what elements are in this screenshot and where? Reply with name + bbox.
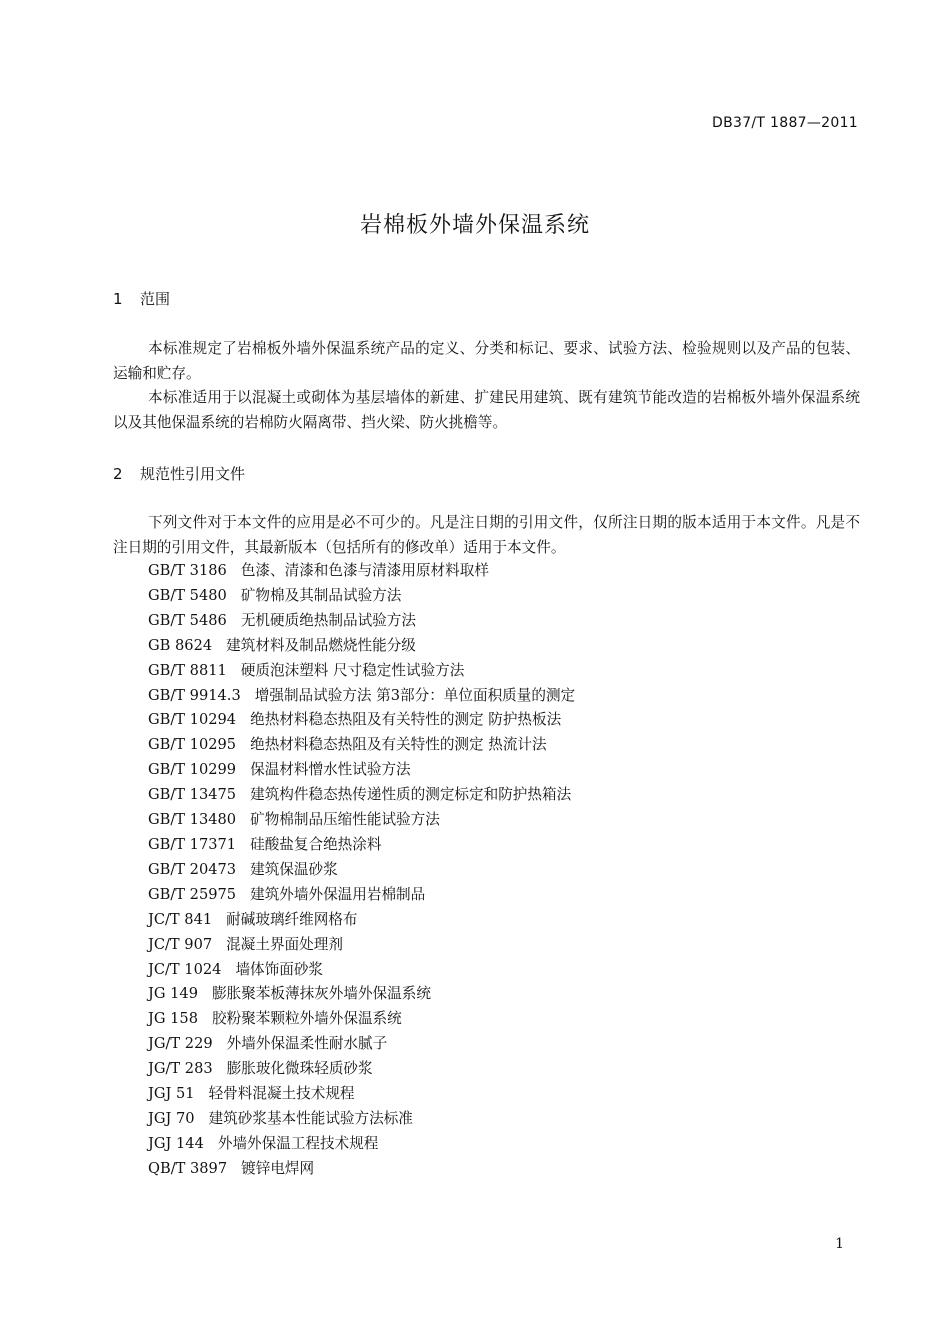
reference-item bbox=[148, 1032, 575, 1057]
reference-item bbox=[148, 584, 575, 609]
section-2-heading bbox=[113, 463, 245, 484]
reference-title: 建筑构件稳态热传递性质的测定标定和防护热箱法 bbox=[250, 786, 572, 804]
reference-code: GB 8624 bbox=[148, 636, 213, 654]
reference-code: GB/T 3186 bbox=[148, 562, 227, 579]
reference-code: GB/T 10295 bbox=[148, 736, 237, 754]
reference-list bbox=[148, 559, 575, 1182]
reference-code: GB/T 13475 bbox=[148, 786, 237, 804]
reference-title: 保温材料憎水性试验方法 bbox=[250, 761, 411, 779]
reference-title: 墙体饰面砂浆 bbox=[235, 960, 324, 978]
reference-code: GB/T 9914.3 bbox=[148, 686, 241, 704]
reference-code: GB/T 8811 bbox=[148, 661, 227, 679]
reference-code: GB/T 10294 bbox=[148, 711, 237, 729]
reference-title: 外墙外保温工程技术规程 bbox=[217, 1134, 379, 1152]
reference-item bbox=[148, 634, 575, 659]
reference-code: JG 149 bbox=[148, 985, 199, 1003]
references-intro: 下列文件对于本文件的应用是必不可少的。凡是注日期的引用文件，仅所注日期的版本适用于本文件。凡是不注日期的引用文件，其最新版本（包括所有的修改单）适用于本文件。 bbox=[113, 514, 860, 556]
reference-item bbox=[148, 808, 575, 833]
reference-item bbox=[148, 659, 575, 684]
reference-code: JG 158 bbox=[148, 1010, 199, 1028]
reference-title: 增强制品试验方法 第3部分：单位面积质量的测定 bbox=[254, 686, 576, 704]
reference-title: 硅酸盐复合绝热涂料 bbox=[250, 835, 382, 853]
reference-title: 绝热材料稳态热阻及有关特性的测定 热流计法 bbox=[250, 736, 547, 754]
reference-code: JGJ 70 bbox=[148, 1109, 195, 1127]
reference-item bbox=[148, 1107, 575, 1132]
reference-item bbox=[148, 908, 575, 933]
reference-code: GB/T 20473 bbox=[148, 860, 237, 878]
reference-title: 色漆、清漆和色漆与清漆用原材料取样 bbox=[240, 562, 489, 579]
scope-paragraph-2: 本标准适用于以混凝土或砌体为基层墙体的新建、扩建民用建筑、既有建筑节能改造的岩棉板外墙外保温系统以及其他保温系统的岩棉防火隔离带、挡火梁、防火挑檐等。 bbox=[113, 389, 860, 431]
standard-code: DB37/T 1887—2011 bbox=[712, 115, 858, 131]
reference-title: 建筑外墙外保温用岩棉制品 bbox=[250, 885, 426, 903]
reference-title: 胶粉聚苯颗粒外墙外保温系统 bbox=[212, 1010, 402, 1028]
reference-title: 建筑保温砂浆 bbox=[250, 860, 338, 878]
reference-item bbox=[148, 783, 575, 808]
reference-item bbox=[148, 1007, 575, 1032]
reference-item bbox=[148, 758, 575, 783]
section-number: 2 bbox=[113, 465, 123, 483]
reference-code: QB/T 3897 bbox=[148, 1159, 228, 1177]
reference-code: GB/T 25975 bbox=[148, 885, 237, 903]
reference-title: 矿物棉及其制品试验方法 bbox=[240, 586, 402, 604]
reference-title: 膨胀玻化微珠轻质砂浆 bbox=[226, 1060, 373, 1078]
reference-item bbox=[148, 708, 575, 733]
reference-code: GB/T 13480 bbox=[148, 811, 237, 829]
reference-item bbox=[148, 733, 575, 758]
reference-title: 混凝土界面处理剂 bbox=[226, 935, 343, 953]
reference-item bbox=[148, 933, 575, 958]
reference-code: JGJ 51 bbox=[148, 1085, 195, 1103]
reference-item bbox=[148, 684, 575, 709]
document-title: 岩棉板外墙外保温系统 bbox=[359, 213, 590, 238]
reference-code: JG/T 229 bbox=[148, 1035, 213, 1053]
reference-item bbox=[148, 1057, 575, 1082]
reference-title: 耐碱玻璃纤维网格布 bbox=[226, 910, 358, 928]
section-number: 1 bbox=[113, 290, 123, 308]
reference-item bbox=[148, 982, 575, 1007]
reference-title: 硬质泡沫塑料 尺寸稳定性试验方法 bbox=[240, 661, 465, 679]
reference-item bbox=[148, 1082, 575, 1107]
reference-title: 外墙外保温柔性耐水腻子 bbox=[226, 1035, 388, 1053]
reference-item bbox=[148, 833, 575, 858]
reference-code: JC/T 907 bbox=[148, 935, 213, 953]
section-title: 规范性引用文件 bbox=[140, 465, 246, 483]
reference-title: 绝热材料稳态热阻及有关特性的测定 防护热板法 bbox=[250, 711, 562, 729]
reference-title: 矿物棉制品压缩性能试验方法 bbox=[250, 811, 440, 829]
reference-code: GB/T 10299 bbox=[148, 761, 237, 779]
section-1-heading bbox=[113, 288, 170, 309]
page-number: 1 bbox=[835, 1236, 844, 1252]
reference-code: JC/T 1024 bbox=[148, 960, 222, 978]
reference-item bbox=[148, 883, 575, 908]
reference-title: 建筑材料及制品燃烧性能分级 bbox=[226, 636, 416, 654]
reference-title: 轻骨料混凝土技术规程 bbox=[208, 1085, 355, 1103]
reference-code: JC/T 841 bbox=[148, 910, 213, 928]
reference-item bbox=[148, 1157, 575, 1182]
reference-code: JG/T 283 bbox=[148, 1060, 213, 1078]
reference-title: 无机硬质绝热制品试验方法 bbox=[240, 611, 416, 629]
reference-item bbox=[148, 858, 575, 883]
reference-code: GB/T 17371 bbox=[148, 835, 237, 853]
reference-item bbox=[148, 609, 575, 634]
reference-item bbox=[148, 1132, 575, 1157]
reference-title: 镀锌电焊网 bbox=[241, 1159, 315, 1177]
reference-item bbox=[148, 559, 575, 584]
reference-code: GB/T 5486 bbox=[148, 611, 227, 629]
reference-item bbox=[148, 958, 575, 983]
scope-paragraph-1: 本标准规定了岩棉板外墙外保温系统产品的定义、分类和标记、要求、试验方法、检验规则以及产品的包装、运输和贮存。 bbox=[113, 340, 860, 382]
reference-title: 膨胀聚苯板薄抹灰外墙外保温系统 bbox=[212, 985, 431, 1003]
reference-code: GB/T 5480 bbox=[148, 586, 227, 604]
reference-code: JGJ 144 bbox=[148, 1134, 204, 1152]
section-title: 范围 bbox=[140, 290, 171, 308]
reference-title: 建筑砂浆基本性能试验方法标准 bbox=[208, 1109, 413, 1127]
